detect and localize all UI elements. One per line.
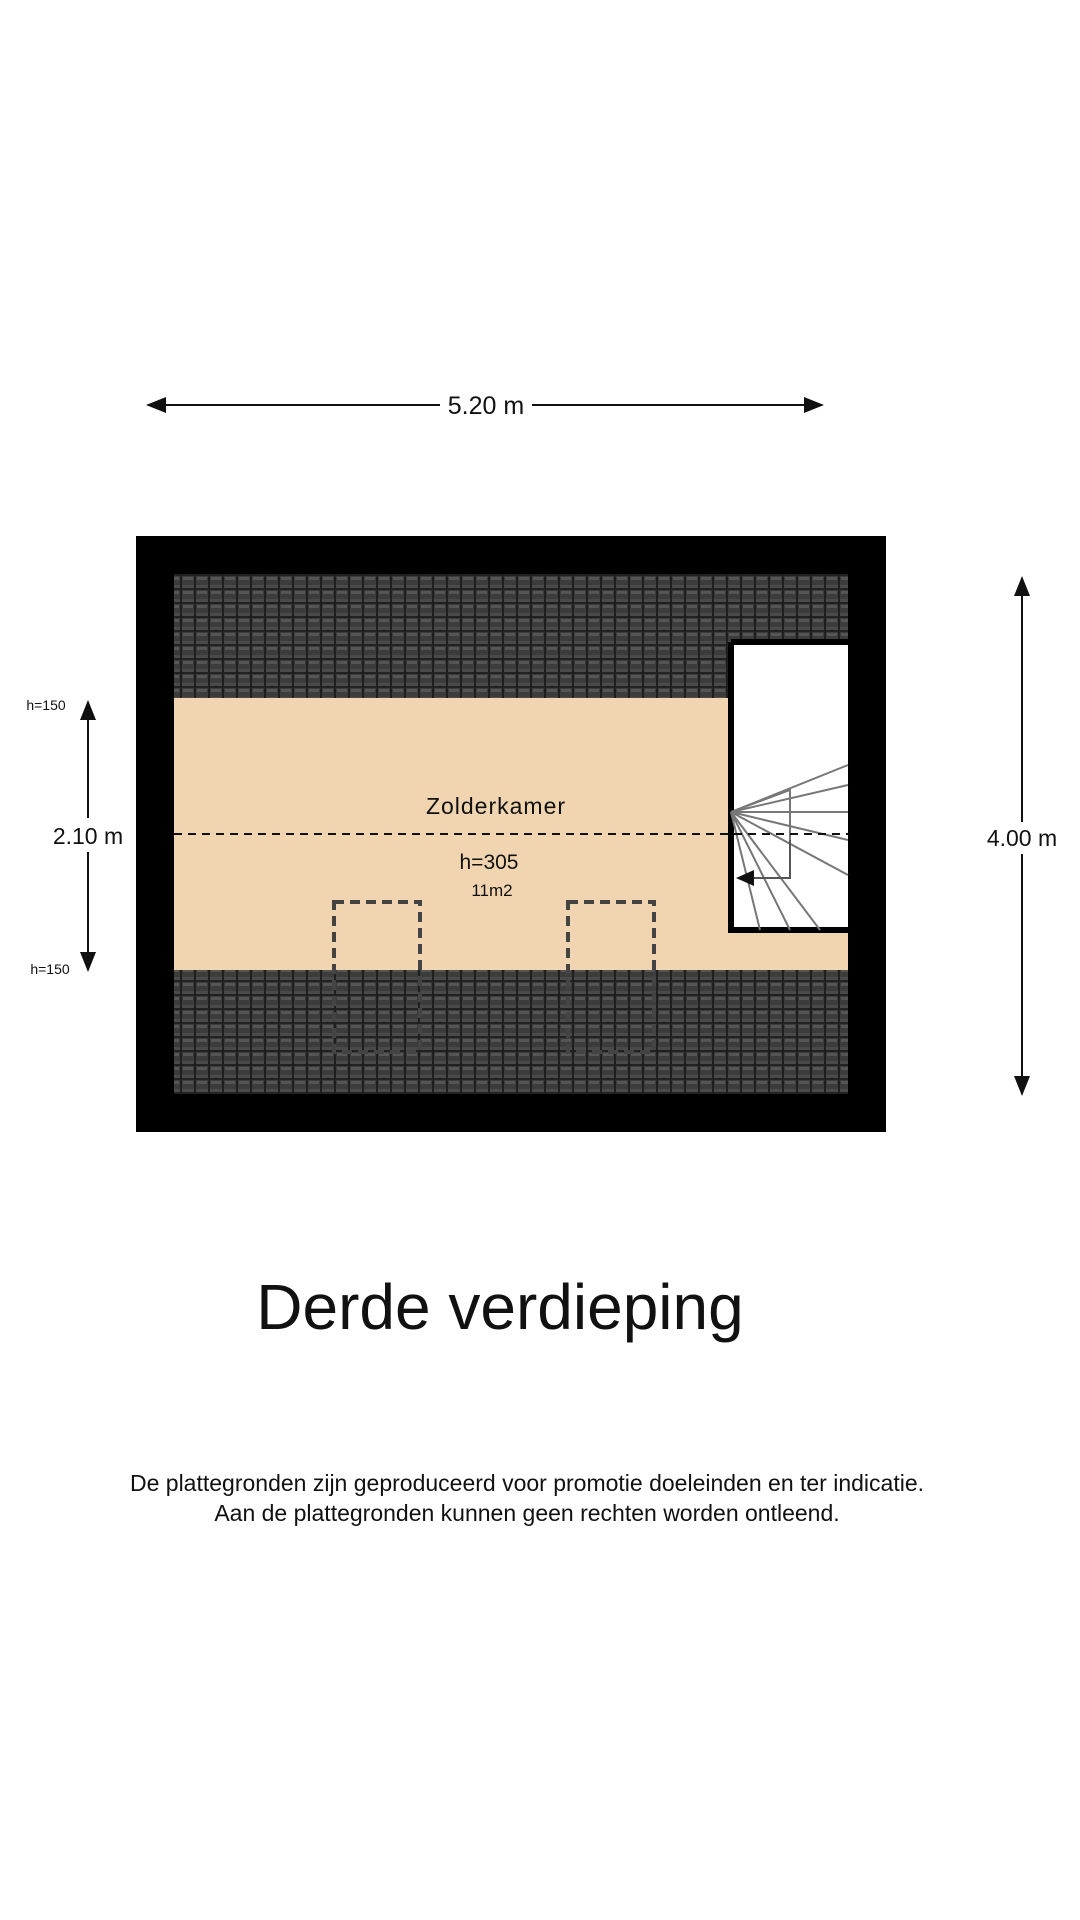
floor-title: Derde verdieping	[256, 1271, 744, 1343]
headroom-dimension	[26, 697, 123, 977]
disclaimer-line-1: De plattegronden zijn geproduceerd voor promotie doeleinden en ter indicatie.	[129, 1470, 925, 1496]
roof-tiles-bottom	[174, 970, 848, 1094]
depth-dimension-label: 4.00 m	[986, 825, 1058, 851]
knee-wall-top-label: h=150	[26, 697, 66, 713]
disclaimer-line-2: Aan de plattegronden kunnen geen rechten worden ontleend.	[214, 1500, 840, 1526]
staircase	[731, 642, 848, 930]
room-height: h=305	[459, 851, 519, 874]
width-dimension	[148, 392, 822, 420]
room-name: Zolderkamer	[425, 793, 567, 819]
room-area: 11m2	[471, 881, 513, 900]
knee-wall-bottom-label: h=150	[30, 961, 70, 977]
headroom-dimension-label: 2.10 m	[52, 823, 124, 849]
width-dimension-label: 5.20 m	[447, 392, 525, 420]
disclaimer	[0, 1468, 1054, 1528]
depth-dimension	[987, 578, 1057, 1094]
